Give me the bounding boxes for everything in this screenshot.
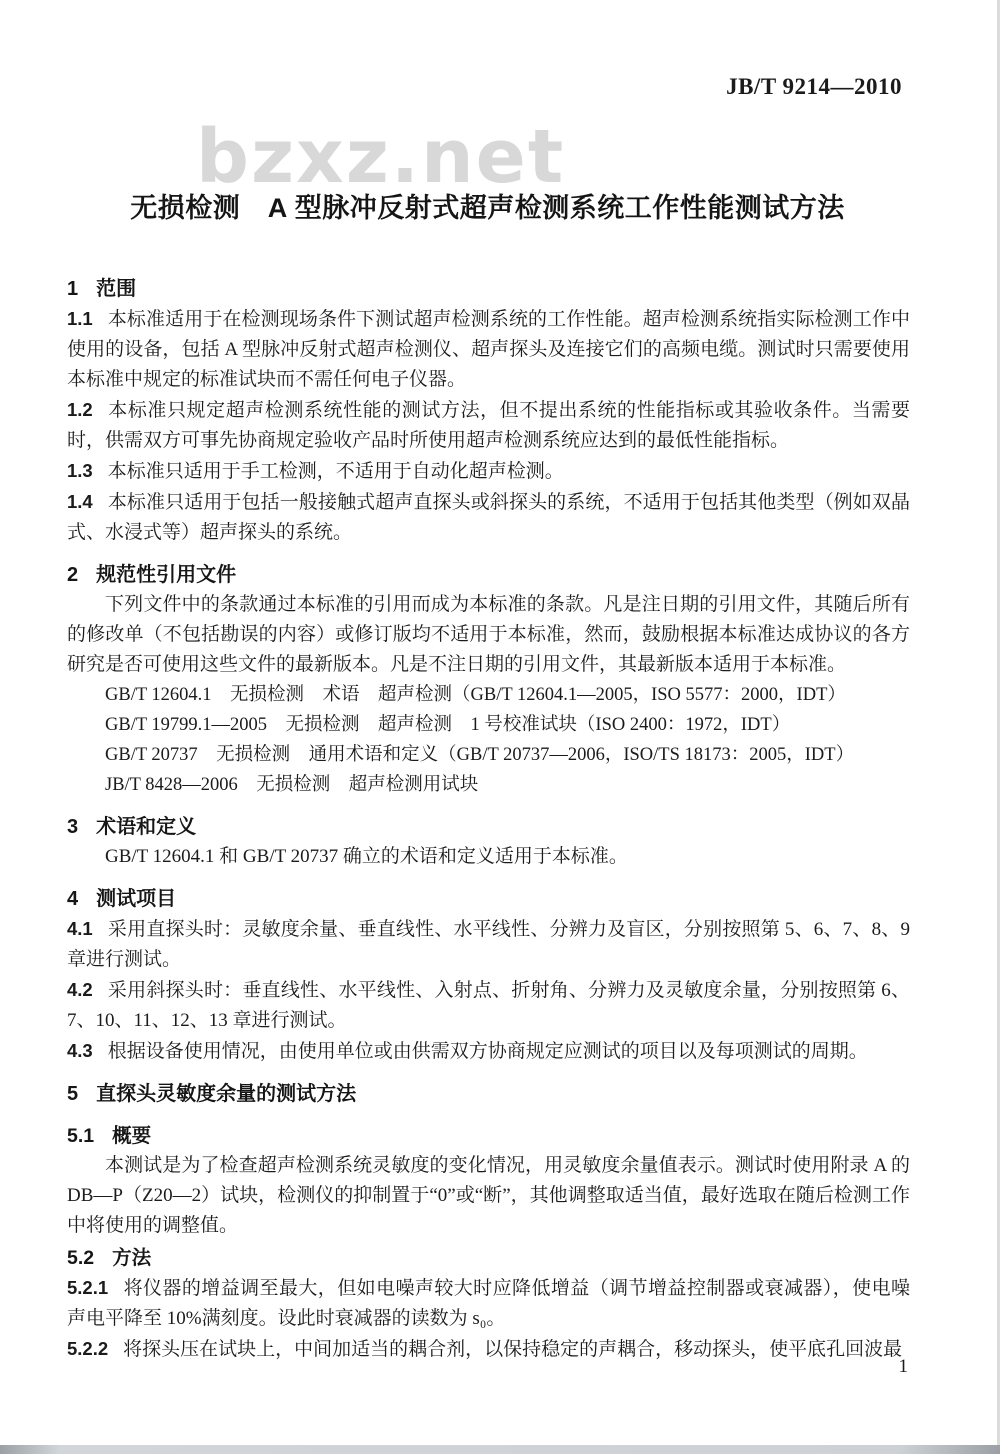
section-1-heading — [67, 274, 910, 304]
clause-1-3 — [67, 456, 910, 487]
section-2-intro: 下列文件中的条款通过本标准的引用而成为本标准的条款。凡是注日期的引用文件，其随后所有的修改单（不包括勘误的内容）或修订版均不适用于本标准，然而，鼓励根据本标准达成协议的各方研究是否可使用这些文件的最新版本。凡是不注日期的引用文件，其最新版本适用于本标准。 — [67, 594, 910, 675]
clause-5-2-2-text: 将探头压在试块上，中间加适当的耦合剂，以保持稳定的声耦合，移动探头，使平底孔回波最 — [123, 1339, 903, 1360]
section-1-number: 1 — [67, 278, 79, 300]
clause-1-3-text: 本标准只适用于手工检测，不适用于自动化超声检测。 — [107, 461, 564, 482]
section-5-1-title: 概要 — [112, 1125, 152, 1147]
clause-4-3-text: 根据设备使用情况，由使用单位或由供需双方协商规定应测试的项目以及每项测试的周期。 — [107, 1041, 868, 1062]
section-5-number: 5 — [67, 1083, 79, 1105]
section-4-heading — [67, 884, 910, 914]
section-5-2-heading — [67, 1243, 910, 1273]
clause-5-2-1-number: 5.2.1 — [67, 1277, 109, 1298]
clause-1-1-number: 1.1 — [67, 308, 93, 329]
section-3-title: 术语和定义 — [96, 816, 197, 838]
normative-reference: GB/T 20737 无损检测 通用术语和定义（GB/T 20737—2006，ISO/TS 18173：2005，IDT） — [105, 745, 855, 765]
section-3-number: 3 — [67, 816, 79, 838]
clause-1-2 — [67, 395, 910, 456]
scan-strip-artifact — [0, 1445, 1000, 1454]
section-5-1-heading — [67, 1121, 910, 1151]
normative-reference: GB/T 12604.1 无损检测 术语 超声检测（GB/T 12604.1—2005，ISO 5577：2000，IDT） — [105, 685, 846, 705]
section-2-number: 2 — [67, 564, 79, 586]
section-3-intro: GB/T 12604.1 和 GB/T 20737 确立的术语和定义适用于本标准。 — [105, 846, 628, 867]
clause-1-1 — [67, 304, 910, 395]
clause-4-3-number: 4.3 — [67, 1040, 93, 1061]
standard-code: JB/T 9214—2010 — [726, 74, 902, 99]
clause-4-2-number: 4.2 — [67, 979, 93, 1000]
watermark-text: bzxz.net — [196, 114, 566, 200]
page-number: 1 — [898, 1356, 908, 1377]
document-title: 无损检测 A 型脉冲反射式超声检测系统工作性能测试方法 — [130, 193, 845, 223]
section-4-number: 4 — [67, 888, 79, 910]
clause-5-2-2 — [67, 1334, 910, 1365]
clause-5-2-1-text: 将仪器的增益调至最大，但如电噪声较大时应降低增益（调节增益控制器或衰减器），使电噪声电平降至 10%满刻度。设此时衰减器的读数为 s₀。 — [67, 1278, 910, 1329]
clause-4-1 — [67, 914, 910, 975]
section-5-heading — [67, 1079, 910, 1109]
clause-1-1-text: 本标准适用于在检测现场条件下测试超声检测系统的工作性能。超声检测系统指实际检测工作中使用的设备，包括 A 型脉冲反射式超声检测仪、超声探头及连接它们的高频电缆。测试时只需要使用本标准中规定的标准试块而不需任何电子仪器。 — [67, 309, 910, 390]
clause-4-1-text: 采用直探头时：灵敏度余量、垂直线性、水平线性、分辨力及盲区，分别按照第 5、6、7、8、9 章进行测试。 — [67, 919, 910, 970]
document-body — [67, 274, 910, 1365]
section-4-title: 测试项目 — [96, 888, 177, 910]
section-2-title: 规范性引用文件 — [96, 564, 237, 586]
clause-1-4-text: 本标准只适用于包括一般接触式超声直探头或斜探头的系统，不适用于包括其他类型（例如双晶式、水浸式等）超声探头的系统。 — [67, 492, 910, 543]
section-5-1-text: 本测试是为了检查超声检测系统灵敏度的变化情况，用灵敏度余量值表示。测试时使用附录 A 的 DB—P（Z20—2）试块，检测仪的抑制置于“0”或“断”，其他调整取适当值，最好选取在随后检测工作中将使用的调整值。 — [67, 1155, 910, 1236]
section-1-title: 范围 — [96, 278, 137, 300]
clause-1-3-number: 1.3 — [67, 460, 93, 481]
clause-4-2-text: 采用斜探头时：垂直线性、水平线性、入射点、折射角、分辨力及灵敏度余量，分别按照第 6、7、10、11、12、13 章进行测试。 — [67, 980, 910, 1031]
clause-1-2-number: 1.2 — [67, 399, 93, 420]
clause-5-2-2-number: 5.2.2 — [67, 1338, 109, 1359]
clause-1-4 — [67, 487, 910, 548]
clause-1-4-number: 1.4 — [67, 491, 93, 512]
clause-4-2 — [67, 975, 910, 1036]
section-5-2-number: 5.2 — [67, 1247, 95, 1269]
normative-reference: GB/T 19799.1—2005 无损检测 超声检测 1 号校准试块（ISO 2400：1972，IDT） — [105, 715, 791, 735]
clause-5-2-1 — [67, 1273, 910, 1334]
clause-4-1-number: 4.1 — [67, 918, 93, 939]
section-2-heading — [67, 560, 910, 590]
normative-reference: JB/T 8428—2006 无损检测 超声检测用试块 — [105, 775, 479, 795]
clause-4-3 — [67, 1036, 910, 1067]
clause-1-2-text: 本标准只规定超声检测系统性能的测试方法，但不提出系统的性能指标或其验收条件。当需要时，供需双方可事先协商规定验收产品时所使用超声检测系统应达到的最低性能指标。 — [67, 400, 910, 451]
section-5-2-title: 方法 — [112, 1247, 152, 1269]
section-3-heading — [67, 812, 910, 842]
section-5-1-number: 5.1 — [67, 1125, 95, 1147]
section-5-title: 直探头灵敏度余量的测试方法 — [96, 1083, 357, 1105]
